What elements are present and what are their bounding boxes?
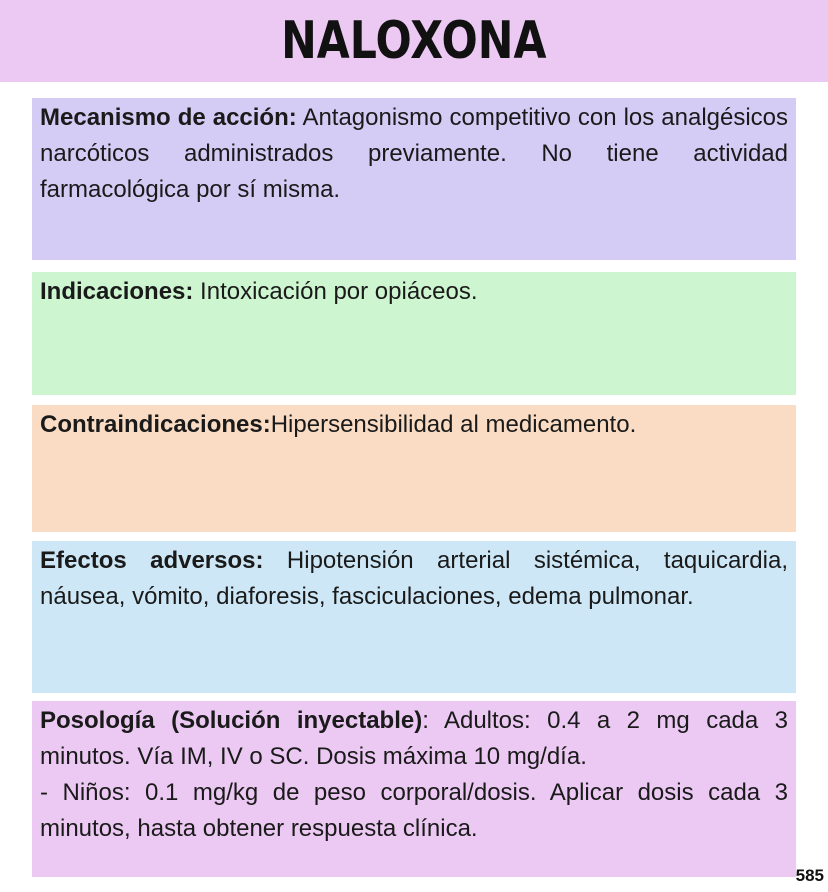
mecanismo-label: Mecanismo de acción: — [40, 104, 297, 131]
efectos-text: Hipotensión arterial sistémica, taquicardia, náusea, vómito, diaforesis, fasciculaciones, edema pulmonar. — [40, 547, 788, 610]
page-number: 585 — [795, 866, 824, 885]
page-title: NALOXONA — [281, 11, 547, 71]
indicaciones-label: Indicaciones: — [40, 278, 194, 305]
title-banner — [0, 0, 828, 82]
posologia-adultos — [40, 703, 788, 775]
efectos-label: Efectos adversos: — [40, 547, 264, 574]
section-mecanismo — [32, 98, 796, 260]
contraindicaciones-label: Contraindicaciones: — [40, 411, 271, 438]
posologia-label: Posología (Solución inyectable) — [40, 707, 423, 734]
section-contraindicaciones — [32, 405, 796, 532]
posologia-ninos: - Niños: 0.1 mg/kg de peso corporal/dosis. Aplicar dosis cada 3 minutos, hasta obtener respuesta clínica. — [40, 779, 788, 842]
section-efectos-adversos — [32, 541, 796, 693]
contraindicaciones-text: Hipersensibilidad al medicamento. — [270, 411, 637, 438]
section-posologia — [32, 701, 796, 877]
posologia-text: : Adultos: 0.4 a 2 mg cada 3 minutos. Vía IM, IV o SC. Dosis máxima 10 mg/día. — [40, 707, 788, 770]
mecanismo-text: Antagonismo competitivo con los analgésicos narcóticos administrados previamente. No tiene actividad farmacológica por sí misma. — [40, 104, 789, 203]
section-indicaciones — [32, 272, 796, 395]
indicaciones-text: Intoxicación por opiáceos. — [200, 278, 478, 305]
